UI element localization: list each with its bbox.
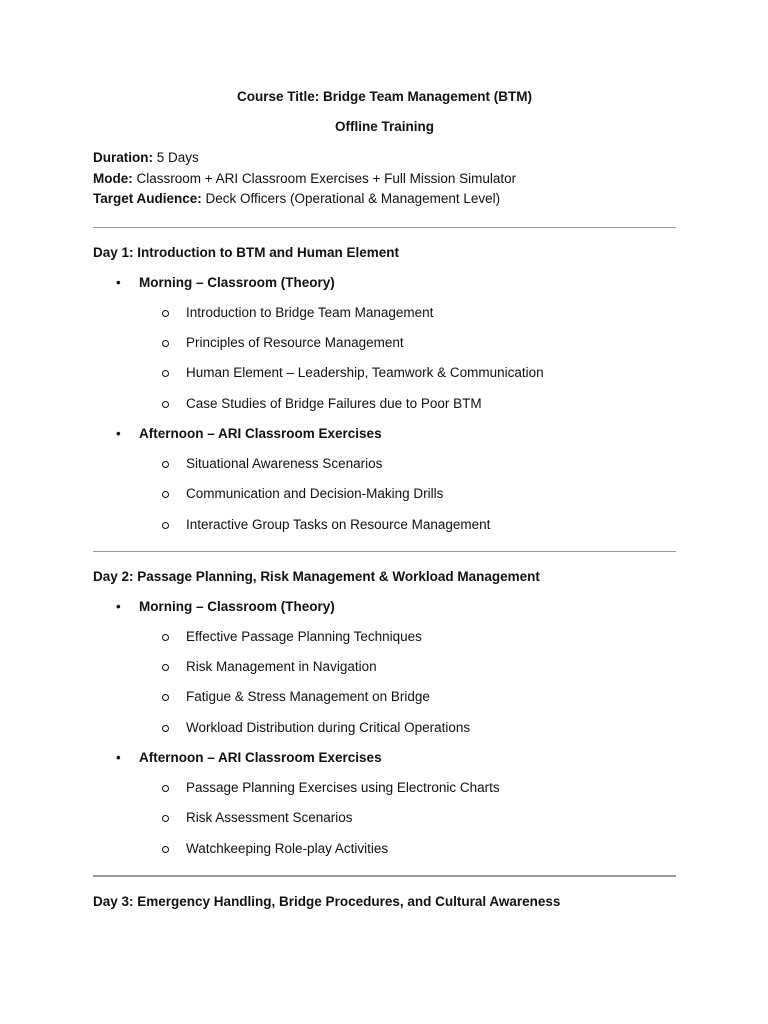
circle-bullet-icon <box>162 401 169 408</box>
topic-text: Passage Planning Exercises using Electronic Charts <box>186 780 500 796</box>
list-item <box>93 516 676 534</box>
circle-bullet-icon <box>162 461 169 468</box>
list-item <box>93 840 676 858</box>
duration-line <box>93 148 676 169</box>
bullet-icon: • <box>116 749 121 765</box>
circle-bullet-icon <box>162 815 169 822</box>
bullet-icon: • <box>116 274 121 290</box>
list-item <box>93 304 676 322</box>
session-title-text: Morning – Classroom (Theory) <box>139 274 335 290</box>
topic-text: Human Element – Leadership, Teamwork & Communication <box>186 365 544 381</box>
session-title <box>93 274 676 292</box>
session-item <box>93 274 676 413</box>
list-item <box>93 395 676 413</box>
circle-bullet-icon <box>162 340 169 347</box>
topic-text: Principles of Resource Management <box>186 335 404 351</box>
session-title-text: Morning – Classroom (Theory) <box>139 598 335 614</box>
duration-label: Duration: <box>93 150 153 165</box>
topic-text: Case Studies of Bridge Failures due to Poor BTM <box>186 395 482 411</box>
bullet-icon: • <box>116 598 121 614</box>
list-item <box>93 688 676 706</box>
circle-bullet-icon <box>162 694 169 701</box>
list-item <box>93 719 676 737</box>
topic-text: Introduction to Bridge Team Management <box>186 304 434 320</box>
session-item <box>93 749 676 858</box>
topic-text: Risk Assessment Scenarios <box>186 810 353 826</box>
session-list <box>93 598 676 858</box>
day-heading: Day 2: Passage Planning, Risk Management & Workload Management <box>93 568 540 584</box>
circle-bullet-icon <box>162 370 169 377</box>
topic-text: Situational Awareness Scenarios <box>186 455 383 471</box>
circle-bullet-icon <box>162 664 169 671</box>
audience-label: Target Audience: <box>93 191 202 206</box>
circle-bullet-icon <box>162 846 169 853</box>
topic-list <box>93 455 676 534</box>
circle-bullet-icon <box>162 725 169 732</box>
list-item <box>93 334 676 352</box>
circle-bullet-icon <box>162 634 169 641</box>
list-item <box>93 455 676 473</box>
mode-line <box>93 169 676 190</box>
day-heading: Day 1: Introduction to BTM and Human Element <box>93 244 400 260</box>
list-item <box>93 779 676 797</box>
topic-text: Communication and Decision-Making Drills <box>186 486 444 502</box>
section-divider <box>93 875 676 877</box>
list-item <box>93 485 676 503</box>
session-title <box>93 749 676 767</box>
topic-list <box>93 779 676 858</box>
course-title: Course Title: Bridge Team Management (BTM) <box>236 89 533 104</box>
session-list <box>93 274 676 534</box>
topic-text: Risk Management in Navigation <box>186 659 377 675</box>
duration-value: 5 Days <box>156 150 199 165</box>
circle-bullet-icon <box>162 310 169 317</box>
circle-bullet-icon <box>162 785 169 792</box>
audience-line <box>93 189 676 210</box>
session-item <box>93 598 676 737</box>
list-item <box>93 364 676 382</box>
session-title-text: Afternoon – ARI Classroom Exercises <box>139 749 382 765</box>
topic-list <box>93 304 676 413</box>
topic-text: Effective Passage Planning Techniques <box>186 628 422 644</box>
session-title-text: Afternoon – ARI Classroom Exercises <box>139 425 382 441</box>
list-item <box>93 658 676 676</box>
topic-text: Fatigue & Stress Management on Bridge <box>186 689 430 705</box>
circle-bullet-icon <box>162 491 169 498</box>
session-title <box>93 425 676 443</box>
mode-value: Classroom + ARI Classroom Exercises + Full Mission Simulator <box>136 170 517 186</box>
list-item <box>93 628 676 646</box>
topic-list <box>93 628 676 737</box>
topic-text: Watchkeeping Role-play Activities <box>186 840 389 856</box>
mode-label: Mode: <box>93 170 133 186</box>
bullet-icon: • <box>116 425 121 441</box>
topic-text: Interactive Group Tasks on Resource Management <box>186 516 491 532</box>
course-subtitle: Offline Training <box>334 119 434 134</box>
topic-text: Workload Distribution during Critical Operations <box>186 719 471 735</box>
list-item <box>93 809 676 827</box>
audience-value: Deck Officers (Operational & Management Level) <box>205 191 501 206</box>
day-heading: Day 3: Emergency Handling, Bridge Procedures, and Cultural Awareness <box>93 893 561 909</box>
circle-bullet-icon <box>162 522 169 529</box>
session-title <box>93 598 676 616</box>
section-divider <box>93 227 676 228</box>
session-item <box>93 425 676 534</box>
course-meta <box>93 148 676 210</box>
section-divider <box>93 551 676 552</box>
